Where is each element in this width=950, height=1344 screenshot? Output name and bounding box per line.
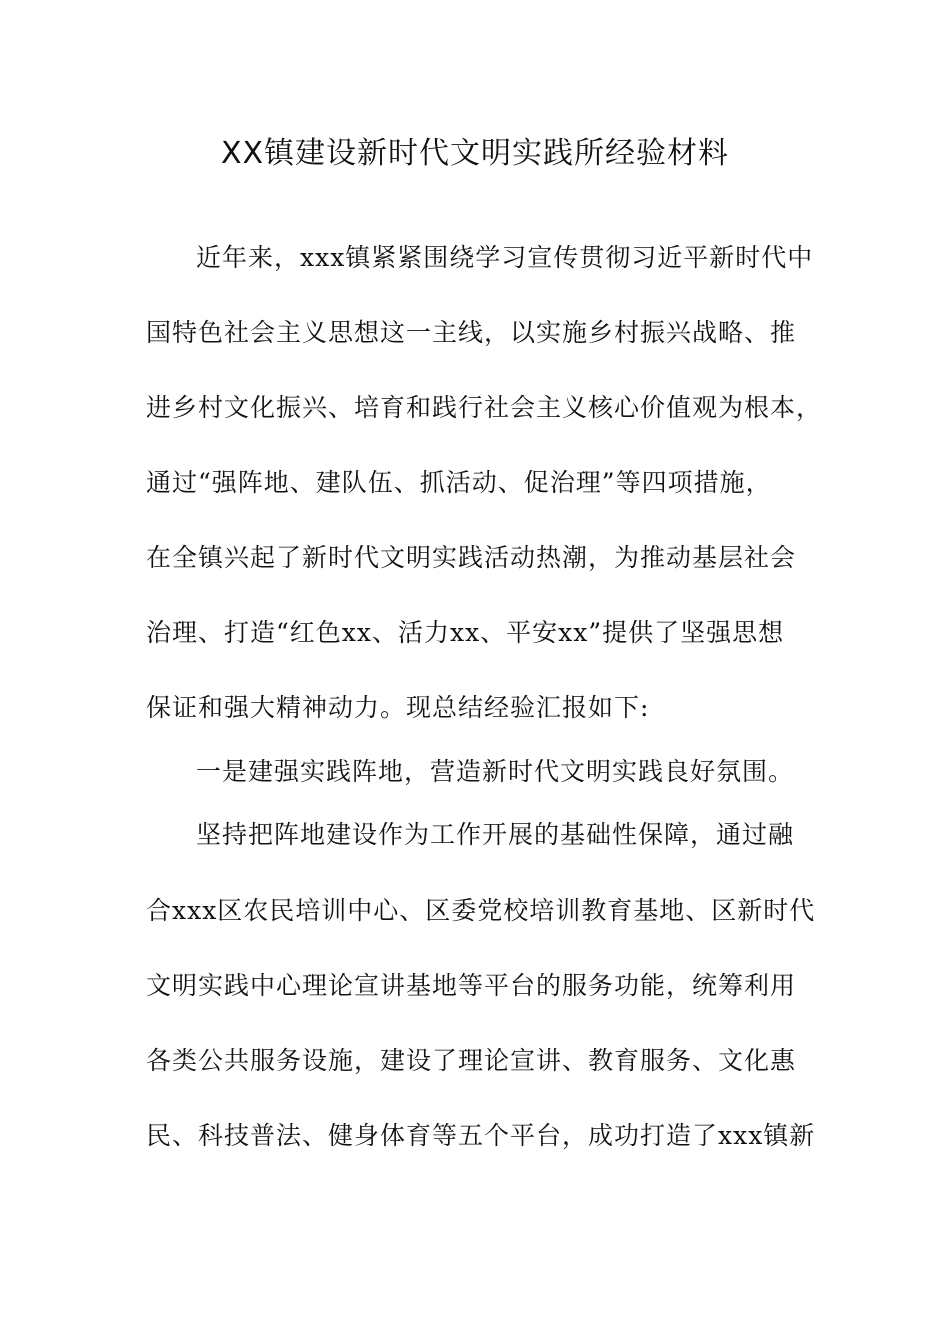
paragraph-line: 文明实践中心理论宣讲基地等平台的服务功能，统筹利用 bbox=[146, 971, 797, 1000]
paragraph-line: 保证和强大精神动力。现总结经验汇报如下: bbox=[146, 693, 650, 722]
paragraph-line: 合xxx区农民培训中心、区委党校培训教育基地、区新时代 bbox=[146, 896, 816, 925]
paragraph-line: 在全镇兴起了新时代文明实践活动热潮，为推动基层社会 bbox=[146, 543, 797, 572]
paragraph-line: 国特色社会主义思想这一主线，以实施乡村振兴战略、推 bbox=[146, 318, 797, 347]
section-heading: 一是建强实践阵地，营造新时代文明实践良好氛围。 bbox=[196, 757, 795, 786]
document-title: XX镇建设新时代文明实践所经验材料 bbox=[220, 136, 730, 171]
paragraph-line: 治理、打造“红色xx、活力xx、平安xx”提供了坚强思想 bbox=[146, 618, 785, 647]
paragraph-line: 各类公共服务设施，建设了理论宣讲、教育服务、文化惠 bbox=[146, 1046, 797, 1075]
paragraph-line: 通过“强阵地、建队伍、抓活动、促治理”等四项措施， bbox=[146, 468, 772, 497]
paragraph-line: 坚持把阵地建设作为工作开展的基础性保障，通过融 bbox=[196, 820, 795, 849]
paragraph-line: 近年来，xxx镇紧紧围绕学习宣传贯彻习近平新时代中 bbox=[196, 243, 814, 272]
paragraph-line: 进乡村文化振兴、培育和践行社会主义核心价值观为根本， bbox=[146, 393, 823, 422]
paragraph-line: 民、科技普法、健身体育等五个平台，成功打造了xxx镇新 bbox=[146, 1121, 816, 1150]
